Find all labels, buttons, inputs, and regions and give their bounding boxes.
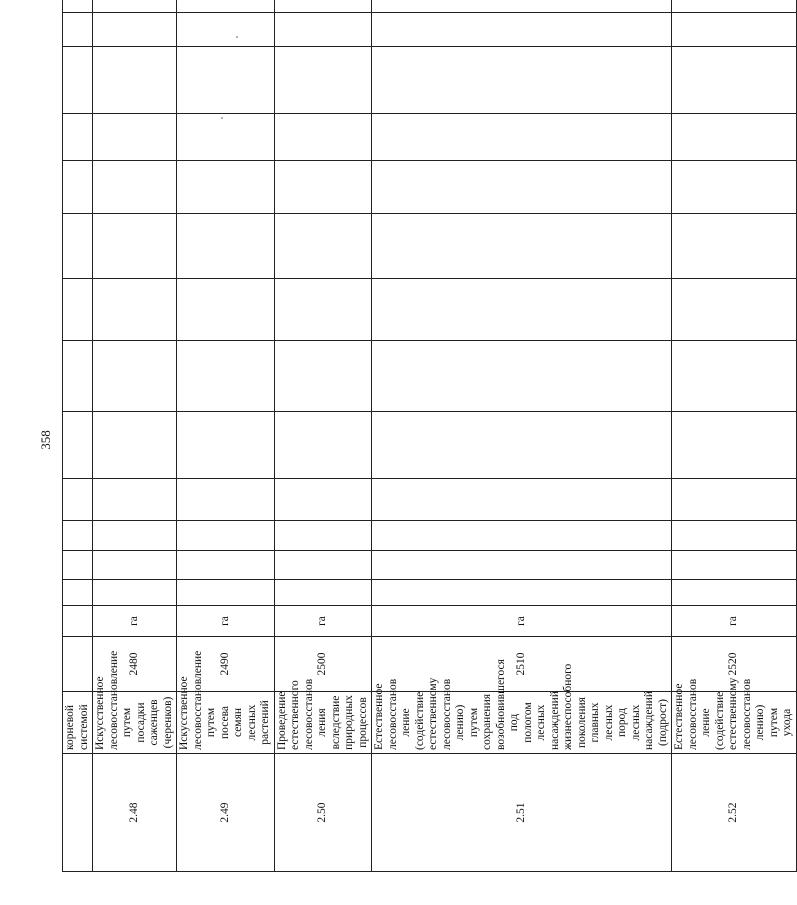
scan-speck [236, 36, 238, 38]
row-name: Искусственное лесовосстановление путем посадки саженцев (черенков) [93, 692, 177, 754]
forest-restoration-table [62, 0, 797, 872]
page-number: 358 [37, 430, 53, 450]
header-continuation: корневой системой [63, 692, 93, 754]
row-number: 2.48 [93, 754, 177, 872]
table-row [672, 0, 797, 872]
row-unit: га [93, 606, 177, 637]
table-row [274, 0, 372, 872]
row-name: Искусственное лесовосстановление путем посева семян лесных растений [177, 692, 275, 754]
row-unit: га [672, 606, 797, 637]
row-unit: га [372, 606, 672, 637]
row-code: 2510 [372, 637, 672, 692]
table-row [177, 0, 275, 872]
row-code: 2520 [672, 637, 797, 692]
row-name: Проведение естественного лесовосстанов ления вследствие природных процессов [274, 692, 372, 754]
row-number: 2.52 [672, 754, 797, 872]
row-number: 2.51 [372, 754, 672, 872]
row-code: 2490 [177, 637, 275, 692]
row-unit: га [274, 606, 372, 637]
row-number: 2.49 [177, 754, 275, 872]
row-code: 2480 [93, 637, 177, 692]
table-row [93, 0, 177, 872]
table-row [63, 0, 93, 872]
row-unit: га [177, 606, 275, 637]
scan-speck [221, 117, 223, 119]
row-number: 2.50 [274, 754, 372, 872]
row-name: Естественное лесовосстанов ление (содействие естественному лесовосстанов лению) путем ухода [672, 692, 797, 754]
row-name: Естественное лесовосстанов ление (содействие естественному лесовосстанов лению) путем сохранения возобновившегося под пологом лесных насаждений жизнеспособного поколения главных лесных пород лесных насаждений (подрост) [372, 692, 672, 754]
table-row [372, 0, 672, 872]
row-code: 2500 [274, 637, 372, 692]
